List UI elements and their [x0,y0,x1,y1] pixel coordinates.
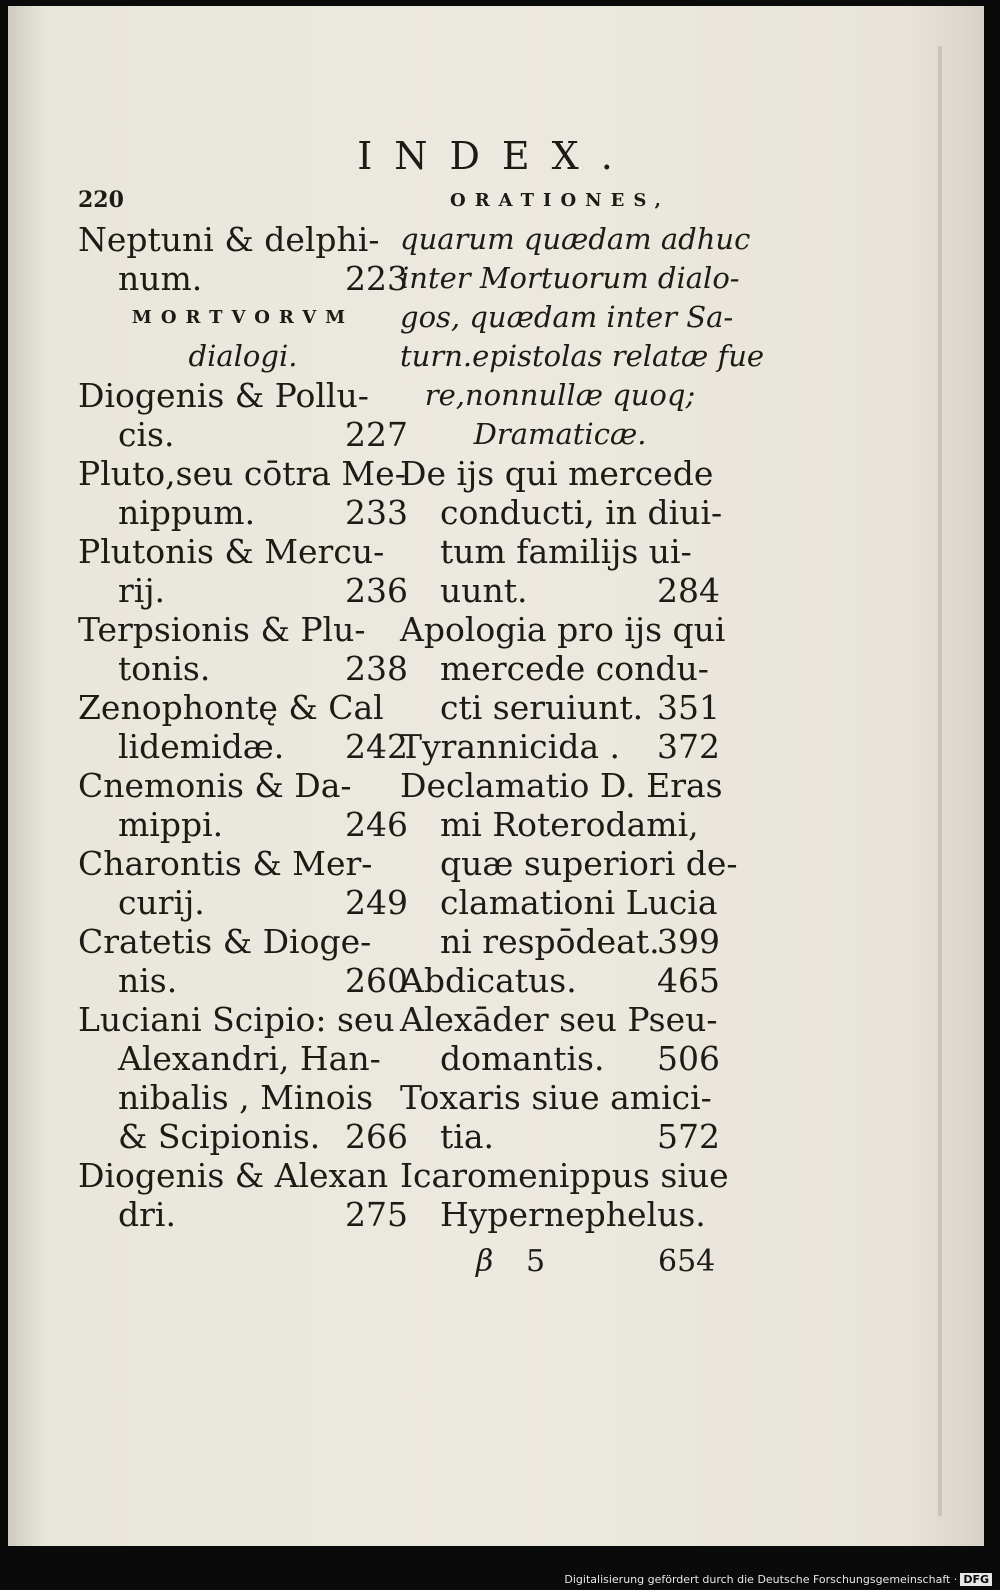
entry-text: clamationi Lucia [440,883,718,922]
index-entry-line [400,181,720,220]
entry-text: inter Mortuorum dialo- [400,261,740,295]
index-entry-line [400,1156,729,1195]
index-entry-line [78,454,408,493]
entry-text: & Scipionis. [118,1117,321,1156]
entry-text: mippi. [118,805,224,844]
entry-text: Apologia pro ijs qui [400,610,726,649]
index-entry-line [78,181,408,220]
index-entry-line [78,610,408,649]
index-entry-line [78,688,408,727]
page-footer [8,1244,984,1284]
entry-page-number: 236 [345,571,408,610]
digitization-credit [564,1573,992,1586]
index-entry-line [400,1039,720,1078]
entry-text: Diogenis & Alexan [78,1156,389,1195]
entry-page-number: 284 [657,571,720,610]
entry-page-number: 242 [345,727,408,766]
entry-text: Zenophontę & Cal [78,688,384,727]
entry-text: dialogi. [188,339,298,373]
page-edge [938,46,942,1516]
entry-text: cis. [118,415,175,454]
index-entry-line [78,805,408,844]
entry-text: tum familijs ui- [440,532,692,571]
signature-mark: β [476,1244,494,1279]
index-entry-line [78,298,408,337]
index-entry-line [400,883,720,922]
entry-text: Neptuni & delphi- [78,220,380,259]
index-entry-line [78,1156,408,1195]
index-entry-line [78,493,408,532]
entry-text: dri. [118,1195,176,1234]
index-entry-line [78,376,408,415]
index-entry-line [400,220,751,259]
entry-page-number: 223 [345,259,408,298]
entry-text: re,nonnullæ quoq; [424,378,696,412]
index-entry-line [400,961,720,1000]
index-entry-line [400,922,720,961]
index-entry-line [78,571,408,610]
entry-text: Terpsionis & Plu- [78,610,366,649]
index-entry-line [400,298,734,337]
entry-text: Abdicatus. [400,961,577,1000]
entry-page-number: 227 [345,415,408,454]
index-entry-line [400,688,720,727]
index-entry-line [400,454,720,493]
entry-text: ORATIONES, [450,190,670,211]
entry-page-number: 572 [657,1117,720,1156]
entry-text: MORTVORVM [131,307,355,328]
entry-page-number: 238 [345,649,408,688]
entry-text: lidemidæ. [118,727,285,766]
entry-text: tia. [440,1117,494,1156]
entry-text: rij. [118,571,166,610]
index-entry-line [400,1117,720,1156]
entry-page-number: 246 [345,805,408,844]
entry-page-number: 233 [345,493,408,532]
credit-text: Digitalisierung gefördert durch die Deutsche Forschungsgemeinschaft · [564,1573,958,1586]
entry-text: domantis. [440,1039,605,1078]
entry-text: De ijs qui mercede [400,454,714,493]
index-column-left [78,181,408,1234]
index-entry-line [78,1117,408,1156]
index-entry-line [400,415,720,454]
entry-page-number: 399 [657,922,720,961]
entry-text: gos, quædam inter Sa- [400,300,734,334]
index-entry-line [78,1000,408,1039]
index-entry-line [78,844,408,883]
entry-text: Luciani Scipio: seu [78,1000,395,1039]
page-number: 220 [78,187,124,213]
entry-text: nis. [118,961,178,1000]
entry-text: Toxaris siue amici- [400,1078,712,1117]
entry-text: Plutonis & Mercu- [78,532,385,571]
index-entry-line [78,961,408,1000]
entry-text: Hypernephelus. [440,1195,706,1234]
index-entry-line [400,493,723,532]
index-entry-line [78,532,408,571]
entry-text: Alexāder seu Pseu- [400,1000,718,1039]
entry-page-number: 351 [657,688,720,727]
index-entry-line [78,259,408,298]
entry-text: Alexandri, Han- [118,1039,381,1078]
entry-text: Charontis & Mer- [78,844,373,883]
entry-text: Dramaticæ. [473,417,647,451]
entry-text: curij. [118,883,205,922]
index-entry-line [78,922,408,961]
index-column-right [400,181,765,1234]
entry-text: mi Roterodami, [440,805,699,844]
index-entry-line [78,727,408,766]
index-entry-line [400,571,720,610]
book-page [8,6,984,1546]
entry-text: Cratetis & Dioge- [78,922,372,961]
index-entry-line [400,337,765,376]
index-entry-line [400,610,726,649]
entry-text: conducti, in diui- [440,493,723,532]
index-entry-line [78,766,408,805]
index-entry-line [400,727,720,766]
entry-text: turn.epistolas relatæ fue [400,339,765,373]
index-entry-line [400,844,738,883]
index-entry-line [400,376,720,415]
entry-text: tonis. [118,649,211,688]
entry-text: num. [118,259,203,298]
entry-text: Icaromenippus siue [400,1156,729,1195]
entry-text: Pluto,seu cōtra Me- [78,454,406,493]
entry-text: nippum. [118,493,256,532]
entry-page-number: 506 [657,1039,720,1078]
entry-text: quarum quædam adhuc [400,222,751,256]
entry-page-number: 260 [345,961,408,1000]
index-entry-line [400,259,740,298]
index-entry-line [78,1078,408,1117]
dfg-logo: DFG [960,1573,992,1586]
index-entry-line [400,805,720,844]
entry-text: quæ superiori de- [440,844,738,883]
entry-page-number: 275 [345,1195,408,1234]
entry-page-number: 266 [345,1117,408,1156]
index-entry-line [400,1195,720,1234]
signature-number: 5 [526,1244,546,1279]
entry-page-number: 249 [345,883,408,922]
entry-text: Declamatio D. Eras [400,766,723,805]
entry-text: mercede condu- [440,649,709,688]
entry-text: nibalis , Minois [118,1078,374,1117]
entry-text: Diogenis & Pollu- [78,376,369,415]
index-entry-line [78,415,408,454]
index-entry-line [78,649,408,688]
index-entry-line [400,1000,720,1039]
entry-page-number: 372 [657,727,720,766]
entry-text: cti seruiunt. [440,688,644,727]
entry-page-number: 465 [657,961,720,1000]
entry-text: Tyrannicida . [400,727,620,766]
entry-text: ni respōdeat. [440,922,660,961]
entry-text: Cnemonis & Da- [78,766,352,805]
index-entry-line [400,1078,720,1117]
index-entry-line [400,766,723,805]
entry-text: uunt. [440,571,528,610]
index-entry-line [400,649,720,688]
index-entry-line [78,1195,408,1234]
index-entry-line [78,337,408,376]
running-title: INDEX. [357,134,635,178]
index-entry-line [78,1039,408,1078]
index-entry-line [400,532,720,571]
index-entry-line [78,883,408,922]
index-entry-line [78,220,408,259]
catchword: 654 [658,1244,716,1279]
